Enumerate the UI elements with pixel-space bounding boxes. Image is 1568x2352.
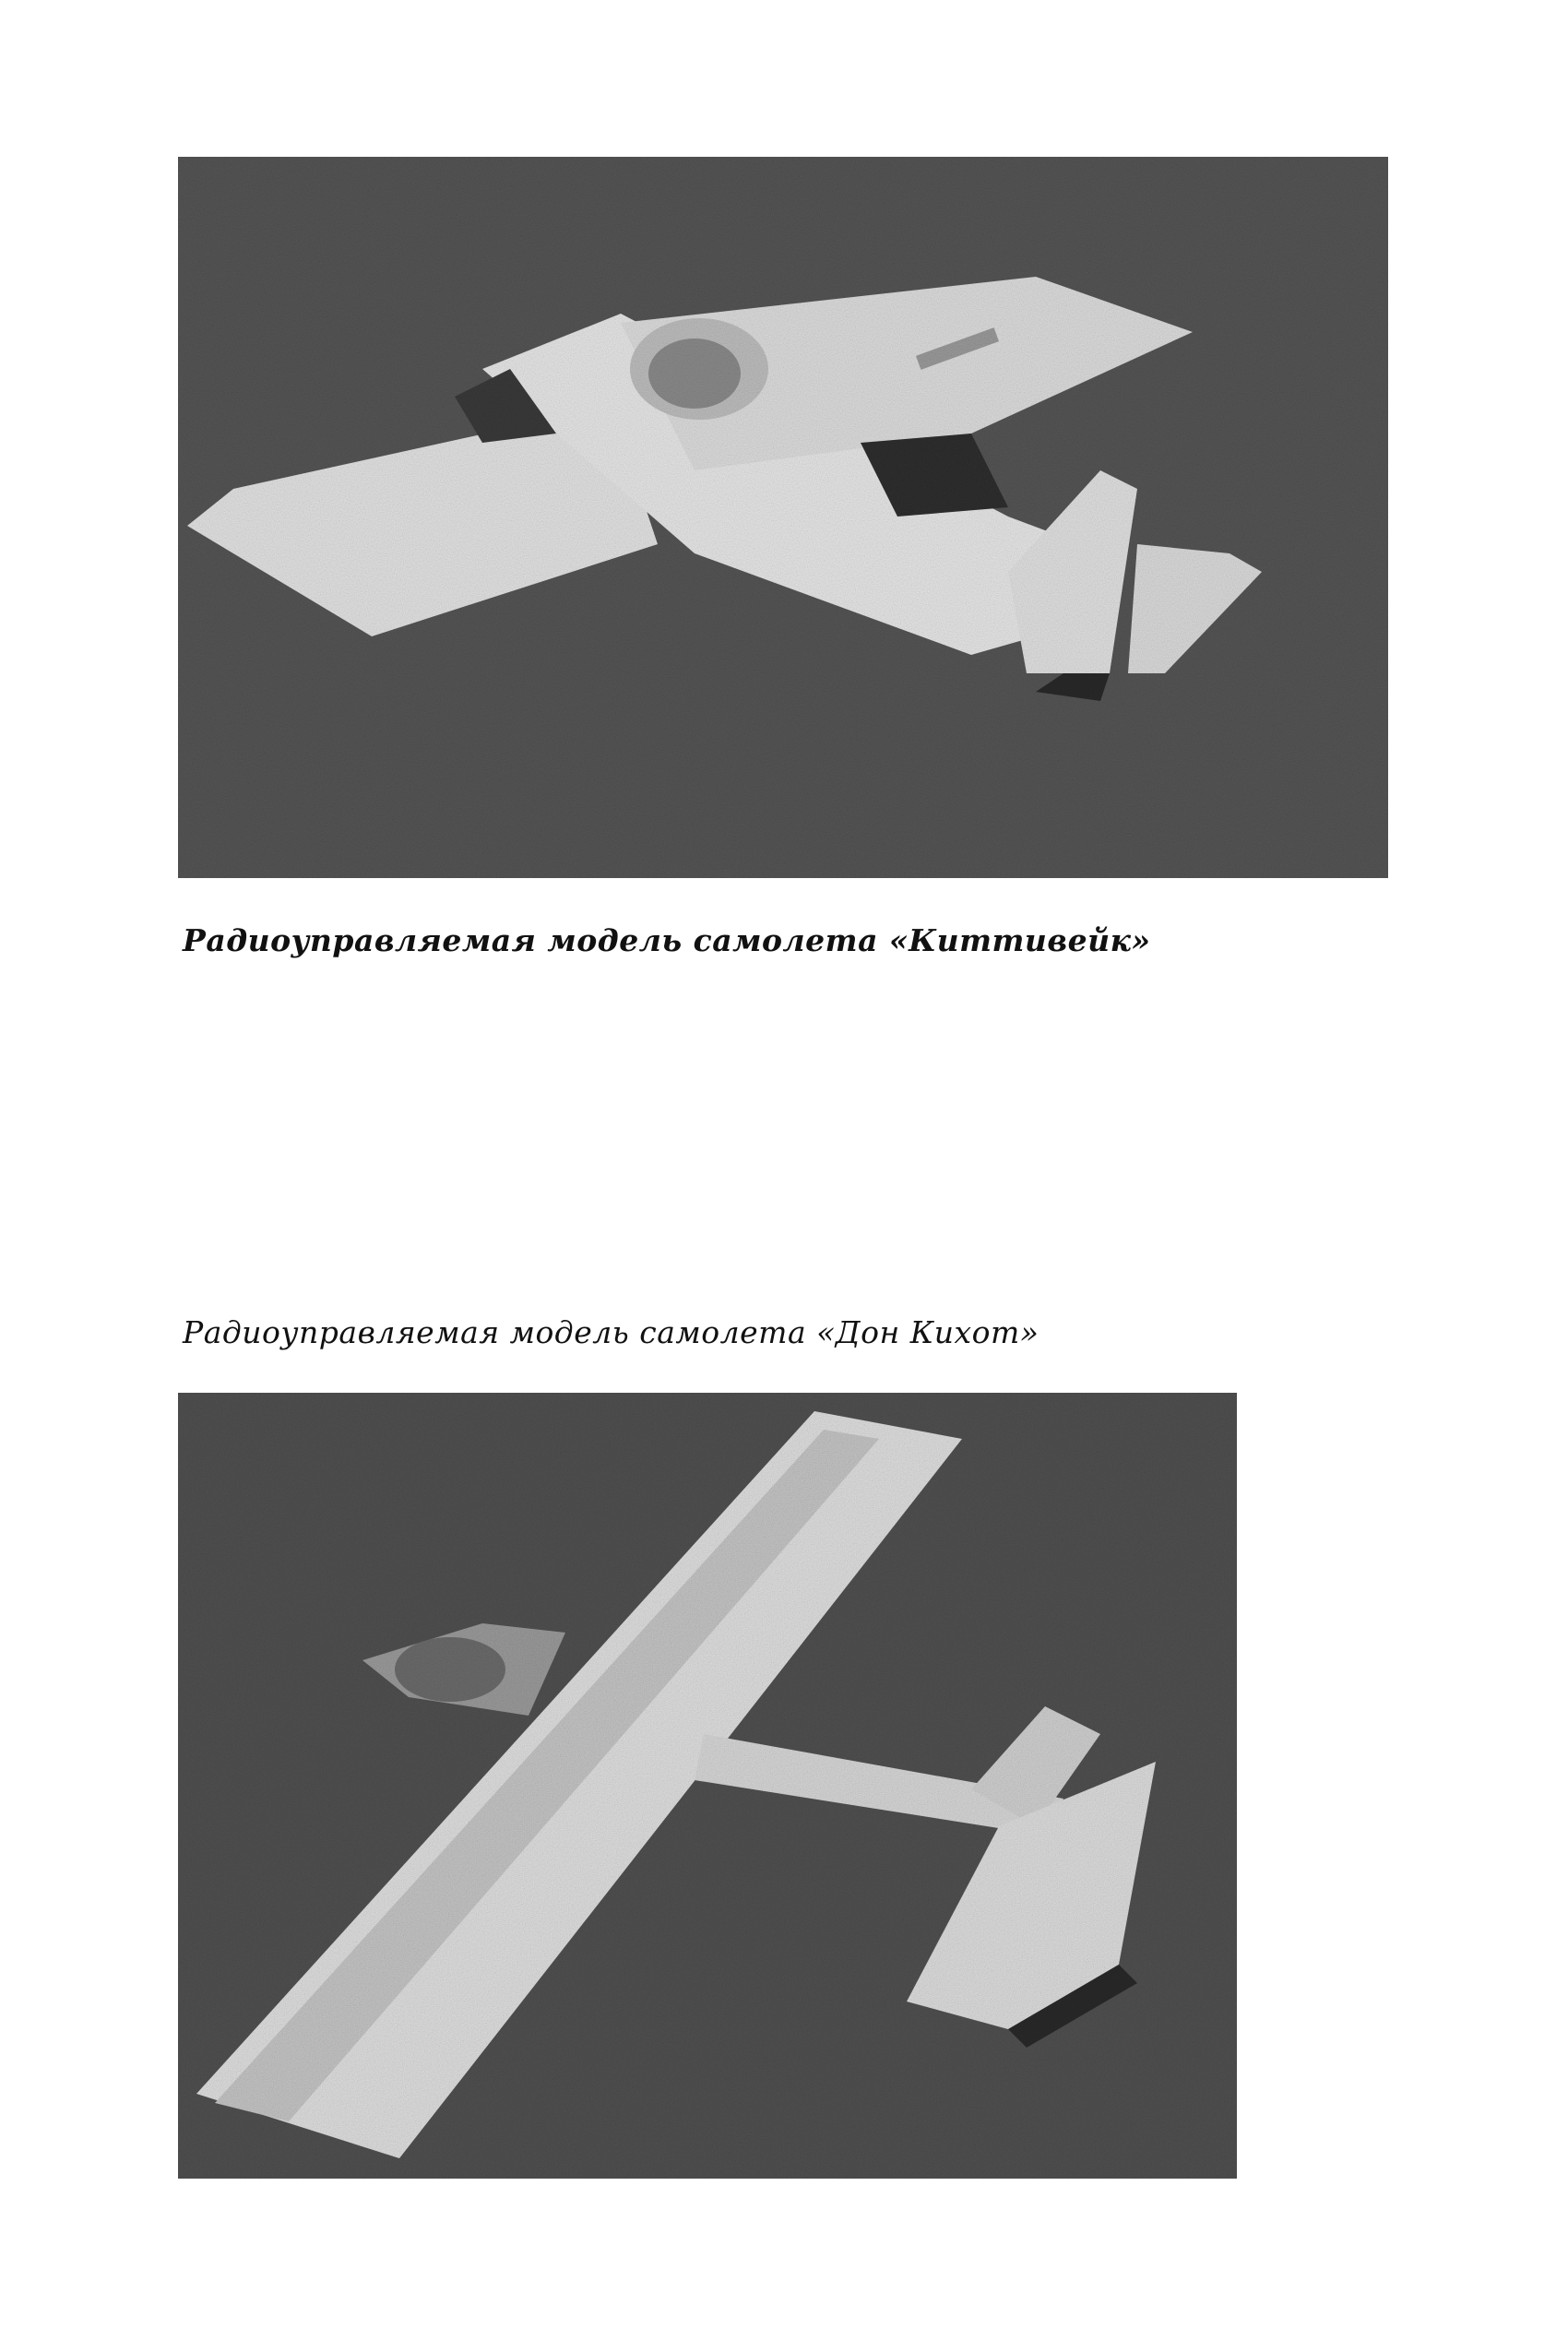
photo-kittiwake-model <box>178 157 1388 878</box>
figure-caption: Радиоуправляемая модель самолета «Киттивейк» <box>183 922 1151 958</box>
photo-don-quixote-model <box>178 1393 1237 2179</box>
figure-caption: Радиоуправляемая модель самолета «Дон Кихот» <box>183 1314 1039 1350</box>
